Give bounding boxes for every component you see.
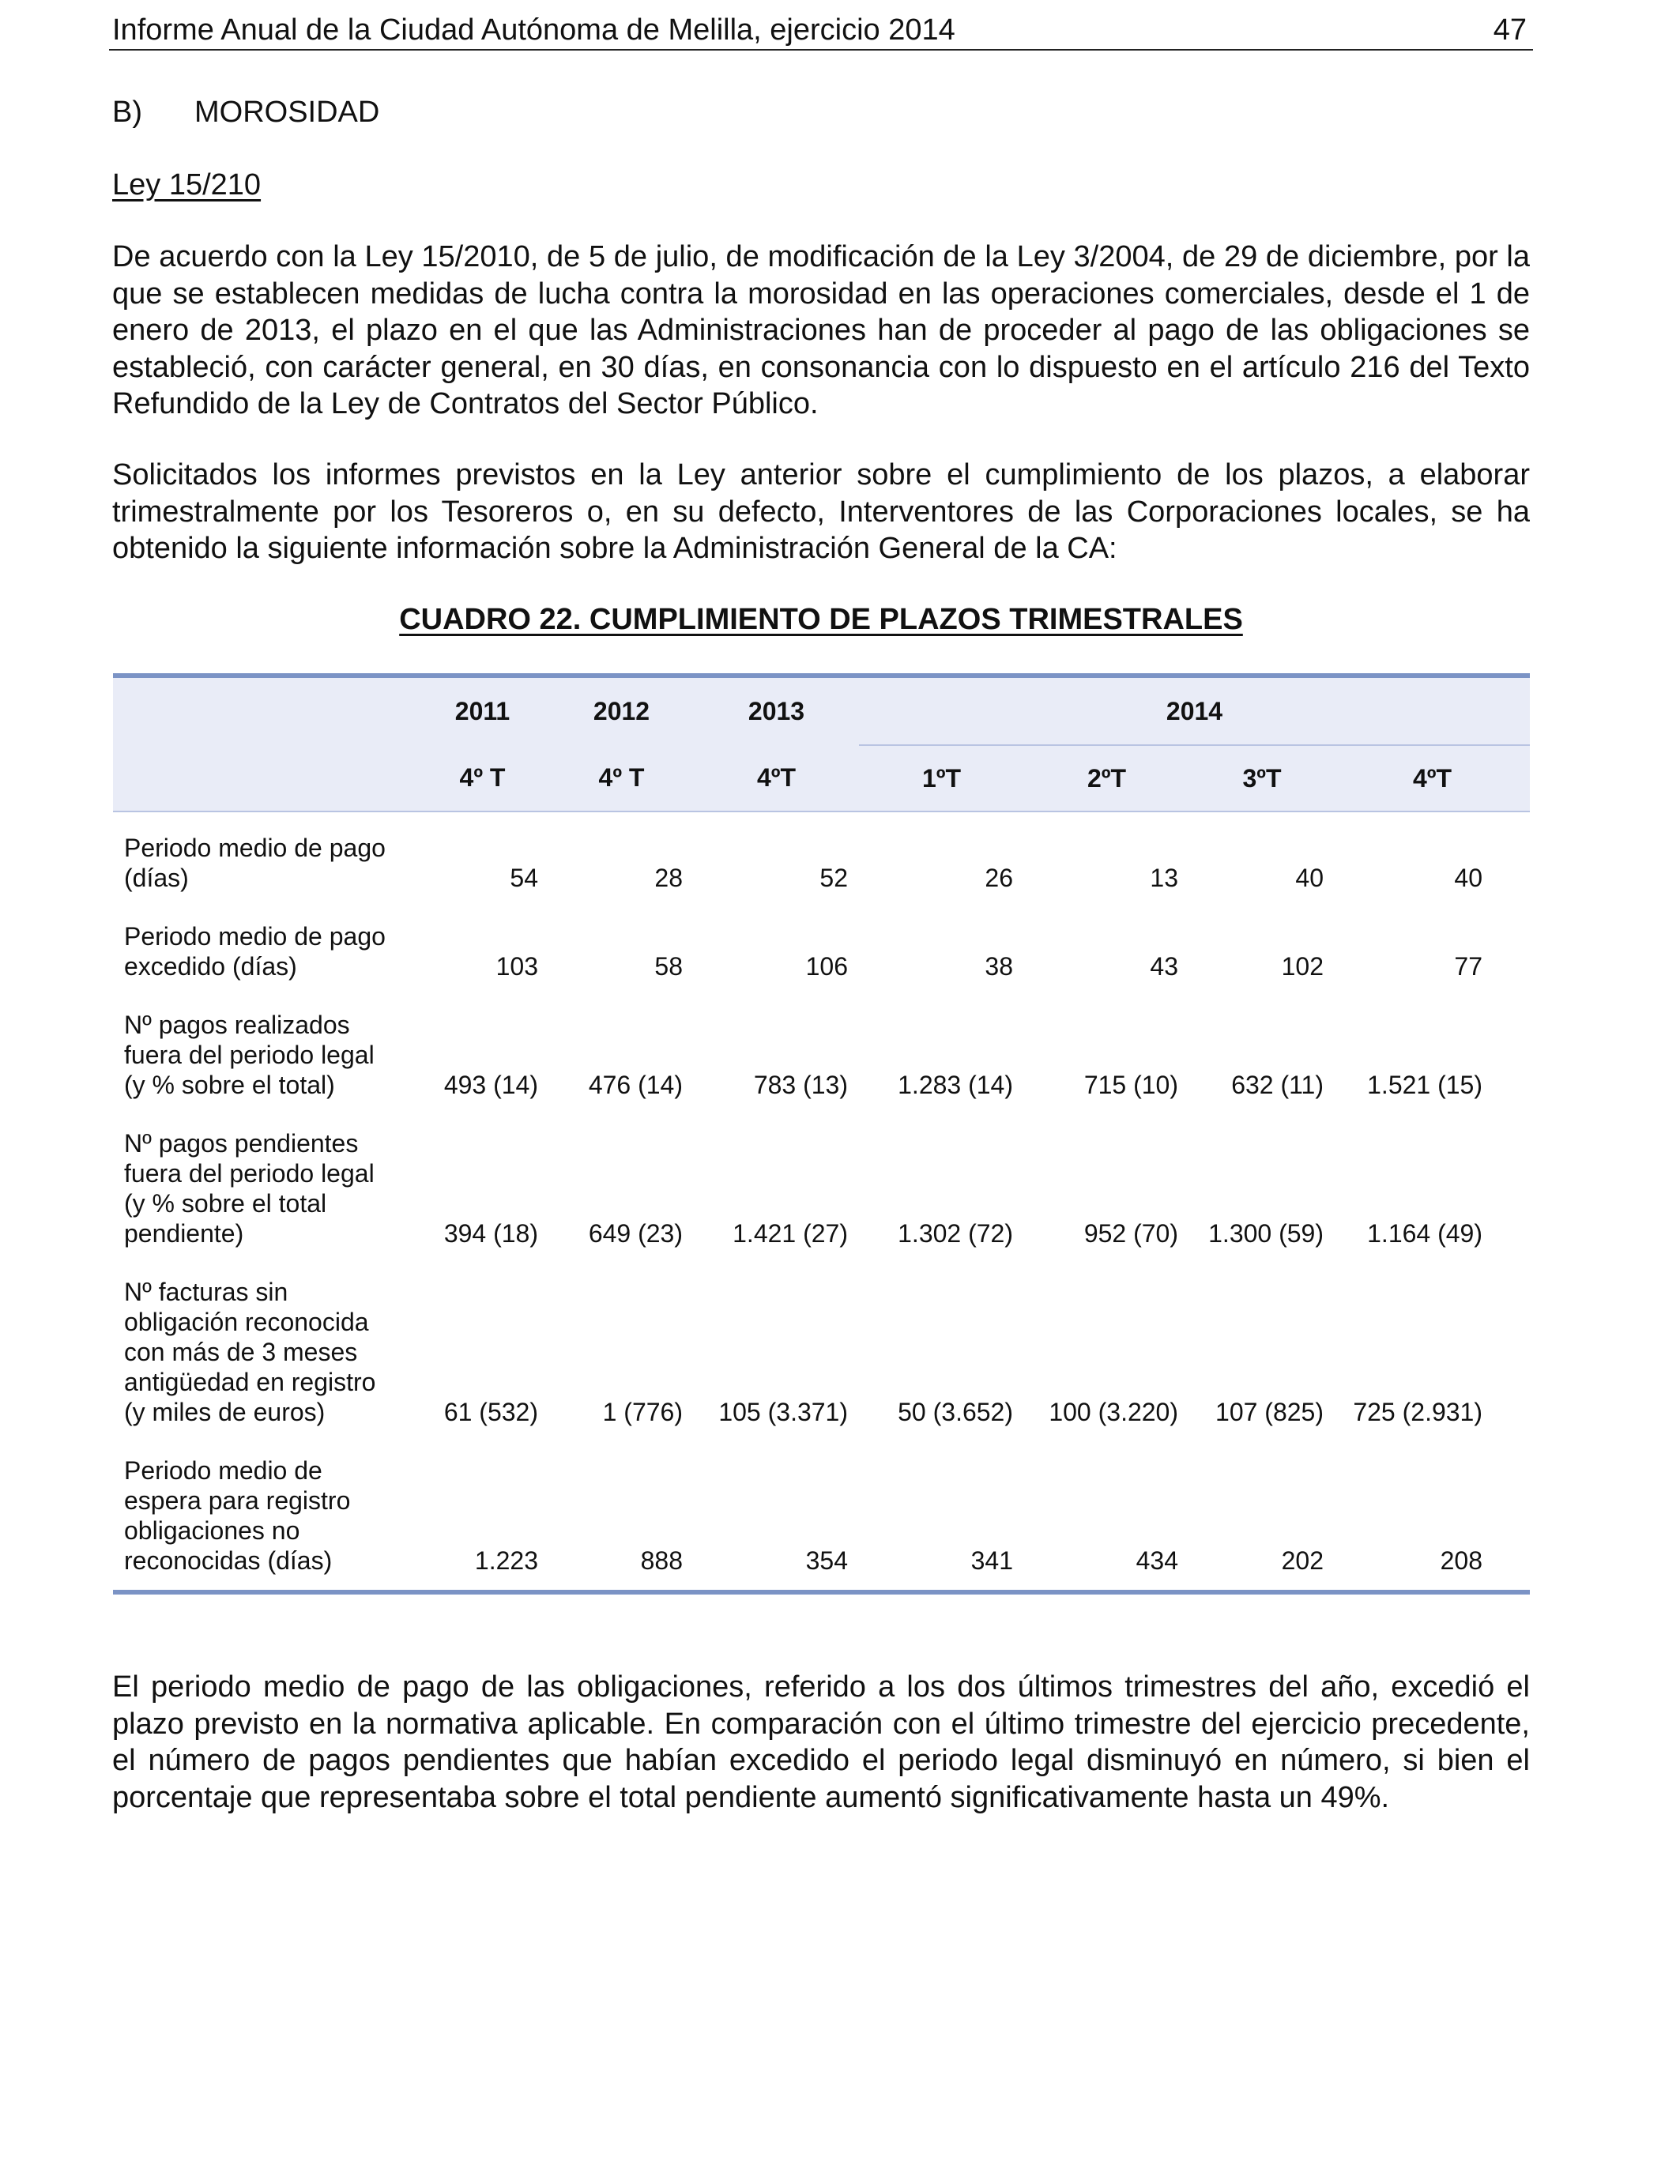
table-cell: 725 (2.931): [1353, 1398, 1482, 1426]
year-header: 2014: [859, 676, 1530, 745]
table-cell: 61 (532): [443, 1398, 538, 1426]
row-label-line: (y % sobre el total): [124, 1071, 335, 1099]
row-label: [113, 1100, 416, 1248]
quarter-header: 4º T: [416, 745, 549, 811]
table-row: [113, 1248, 1530, 1427]
row-label-line: con más de 3 meses: [124, 1338, 358, 1366]
quarter-header: 3ºT: [1189, 745, 1335, 811]
row-label-line: Nº pagos realizados: [124, 1011, 350, 1039]
row-label-line: (y % sobre el total: [124, 1189, 327, 1218]
quarter-header: 1ºT: [859, 745, 1024, 811]
table-cell: 1.223: [474, 1546, 538, 1575]
row-label-line: pendiente): [124, 1219, 244, 1248]
table-cell: 202: [1281, 1546, 1324, 1575]
row-label-line: espera para registro: [124, 1486, 351, 1515]
table-cell: 476 (14): [588, 1071, 683, 1099]
table-cell: 38: [985, 952, 1013, 981]
table-cell: 54: [510, 864, 538, 892]
table-cell: 434: [1136, 1546, 1178, 1575]
year-header: 2013: [694, 676, 859, 745]
paragraph-law-description: De acuerdo con la Ley 15/2010, de 5 de julio, de modificación de la Ley 3/2004, de 29 de diciembre, por la que se establecen medidas de lucha contra la morosidad en las operaciones comerciales, desde el 1 de enero de 2013, el plazo en el que las Administraciones han de proceder al pago de las obligaciones se estableció, con carácter general, en 30 días, en consonancia con lo dispuesto en el artículo 216 del Texto Refundido de la Ley de Contratos del Sector Público.: [112, 240, 1530, 420]
table-cell: 1.164 (49): [1367, 1219, 1482, 1248]
table-cell: 40: [1454, 864, 1482, 892]
row-label-line: obligaciones no: [124, 1516, 300, 1545]
corner-cell: [113, 676, 416, 811]
table-cell: 13: [1150, 864, 1178, 892]
table-cell: 1.302 (72): [898, 1219, 1013, 1248]
page-header: [109, 11, 1533, 51]
row-label: [113, 981, 416, 1100]
table-cell: 632 (11): [1231, 1071, 1324, 1099]
row-label-line: obligación reconocida: [124, 1308, 369, 1336]
row-label: [113, 1427, 416, 1592]
table-row: [113, 893, 1530, 981]
table-cell: 1.421 (27): [733, 1219, 848, 1248]
row-label-line: Nº pagos pendientes: [124, 1129, 359, 1158]
row-label-line: excedido (días): [124, 952, 297, 981]
year-header: 2012: [549, 676, 694, 745]
table-cell: 354: [805, 1546, 848, 1575]
row-label-line: Periodo medio de pago: [124, 834, 386, 862]
year-header: 2011: [416, 676, 549, 745]
table-cell: 783 (13): [753, 1071, 848, 1099]
report-title: Informe Anual de la Ciudad Autónoma de Melilla, ejercicio 2014: [112, 13, 955, 47]
table-cell: 58: [654, 952, 683, 981]
table-cell: 1.283 (14): [898, 1071, 1013, 1099]
table-cell: 394 (18): [443, 1219, 538, 1248]
paragraph-reports-intro: Solicitados los informes previstos en la Ley anterior sobre el cumplimiento de los plazos, a elaborar trimestralmente por los Tesoreros o, en su defecto, Interventores de las Corporaciones locales, se ha obtenido la siguiente información sobre la Administración General de la CA:: [112, 458, 1530, 565]
row-label: [113, 1248, 416, 1427]
table-row: [113, 1100, 1530, 1248]
law-heading: Ley 15/210: [112, 168, 262, 201]
table-row: [113, 811, 1530, 893]
table-cell: 341: [970, 1546, 1013, 1575]
row-label: [113, 811, 416, 893]
table-cell: 103: [495, 952, 538, 981]
table-cell: 649 (23): [588, 1219, 683, 1248]
year-header-row: [113, 676, 1530, 745]
row-label-line: (días): [124, 864, 189, 892]
table-cell: 1.300 (59): [1208, 1219, 1324, 1248]
section-letter: B): [112, 96, 142, 129]
row-label-line: Periodo medio de pago: [124, 922, 386, 951]
table-cell: 952 (70): [1083, 1219, 1178, 1248]
table-cell: 1.521 (15): [1367, 1071, 1482, 1099]
page-number: 47: [1493, 13, 1527, 47]
quarter-header: 2ºT: [1024, 745, 1189, 811]
section-title: MOROSIDAD: [194, 96, 380, 129]
payment-compliance-table: [113, 673, 1530, 1595]
quarter-header: 4º T: [549, 745, 694, 811]
section-heading: [112, 93, 379, 131]
paragraph-conclusion: El periodo medio de pago de las obligaciones, referido a los dos últimos trimestres del año, excedió el plazo previsto en la normativa aplicable. En comparación con el último trimestre del ejercicio precedente, el número de pagos pendientes que habían excedido el periodo legal disminuyó en número, si bien el porcentaje que representaba sobre el total pendiente aumentó significativamente hasta un 49%.: [112, 1670, 1530, 1814]
row-label-line: Nº facturas sin: [124, 1278, 288, 1306]
table-cell: 715 (10): [1083, 1071, 1178, 1099]
row-label-line: (y miles de euros): [124, 1398, 326, 1426]
table-cell: 50 (3.652): [898, 1398, 1013, 1426]
table-cell: 40: [1295, 864, 1324, 892]
table-cell: 208: [1440, 1546, 1482, 1575]
table-cell: 107 (825): [1215, 1398, 1324, 1426]
table-cell: 43: [1150, 952, 1178, 981]
table-cell: 888: [640, 1546, 683, 1575]
row-label-line: fuera del periodo legal: [124, 1159, 375, 1188]
table-cell: 28: [654, 864, 683, 892]
quarter-header: 4ºT: [694, 745, 859, 811]
table-row: [113, 1427, 1530, 1592]
table-cell: 1 (776): [602, 1398, 683, 1426]
table-cell: 106: [805, 952, 848, 981]
table-row: [113, 981, 1530, 1100]
table-cell: 26: [985, 864, 1013, 892]
row-label-line: fuera del periodo legal: [124, 1041, 375, 1069]
row-label-line: Periodo medio de: [124, 1456, 322, 1485]
row-label-line: reconocidas (días): [124, 1546, 333, 1575]
table-cell: 493 (14): [443, 1071, 538, 1099]
table-cell: 77: [1454, 952, 1482, 981]
table-title: CUADRO 22. CUMPLIMIENTO DE PLAZOS TRIMESTRALES: [399, 603, 1243, 636]
row-label: [113, 893, 416, 981]
table-cell: 100 (3.220): [1049, 1398, 1178, 1426]
table-cell: 52: [819, 864, 848, 892]
row-label-line: antigüedad en registro: [124, 1368, 376, 1396]
quarter-header: 4ºT: [1335, 745, 1530, 811]
table-cell: 105 (3.371): [718, 1398, 848, 1426]
table-cell: 102: [1281, 952, 1324, 981]
